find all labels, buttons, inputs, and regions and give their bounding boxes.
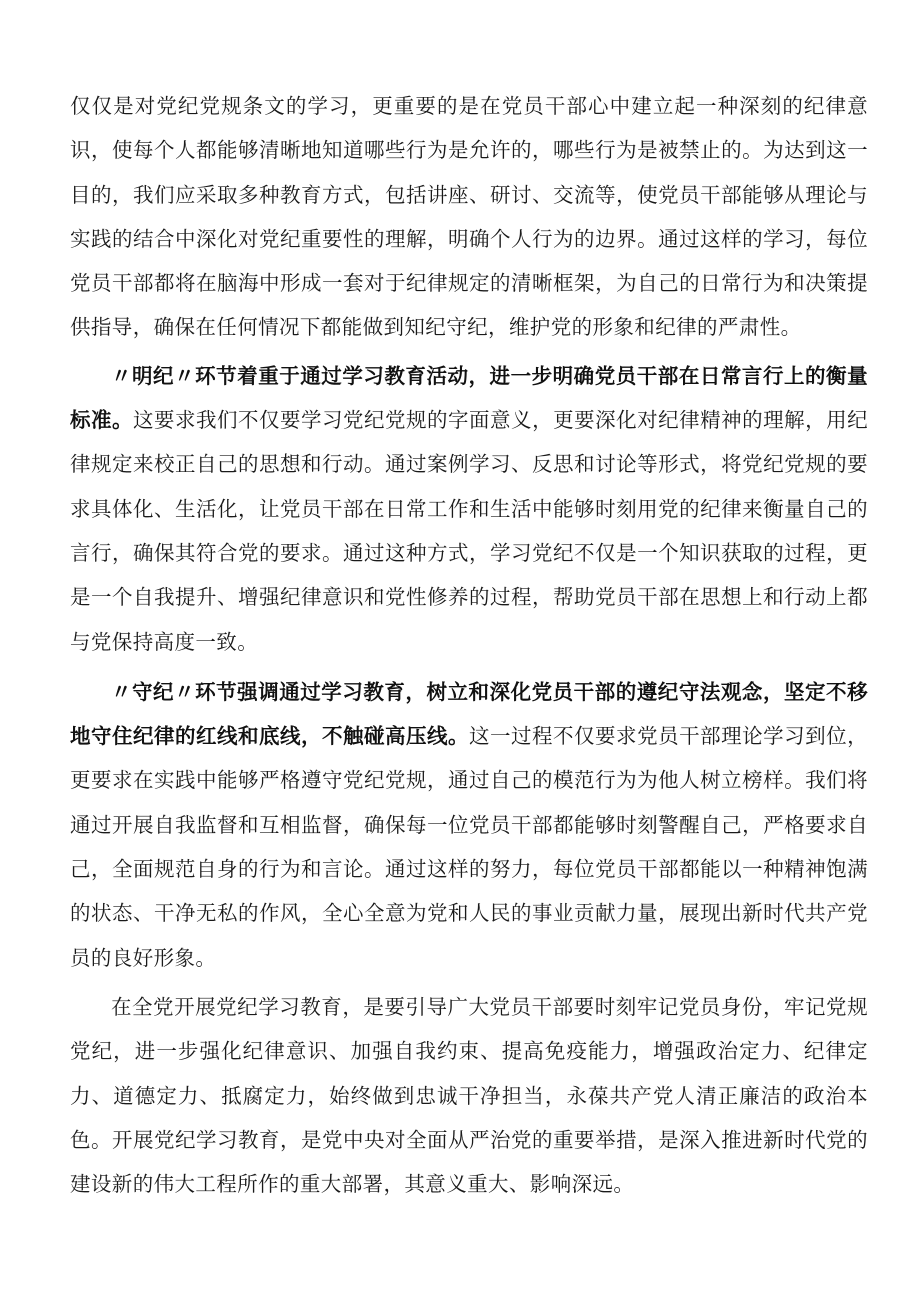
paragraph-3 <box>70 670 868 980</box>
paragraph-1-text: 仅仅是对党纪党规条文的学习，更重要的是在党员干部心中建立起一种深刻的纪律意识，使每个人都能够清晰地知道哪些行为是允许的，哪些行为是被禁止的。为达到这一目的，我们应采取多种教育方式，包括讲座、研讨、交流等，使党员干部能够从理论与实践的结合中深化对党纪重要性的理解，明确个人行为的边界。通过这样的学习，每位党员干部都将在脑海中形成一套对于纪律规定的清晰框架，为自己的日常行为和决策提供指导，确保在任何情况下都能做到知纪守纪，维护党的形象和纪律的严肃性。 <box>70 94 868 340</box>
paragraph-3-text: 这一过程不仅要求党员干部理论学习到位，更要求在实践中能够严格遵守党纪党规，通过自己的模范行为为他人树立榜样。我们将通过开展自我监督和互相监督，确保每一位党员干部都能够时刻警醒自己，严格要求自己，全面规范自身的行为和言论。通过这样的努力，每位党员干部都能以一种精神饱满的状态、干净无私的作风，全心全意为党和人民的事业贡献力量，展现出新时代共产党员的良好形象。 <box>70 724 868 970</box>
paragraph-2 <box>70 354 868 664</box>
paragraph-4-text: 在全党开展党纪学习教育，是要引导广大党员干部要时刻牢记党员身份，牢记党规党纪，进一步强化纪律意识、加强自我约束、提高免疫能力，增强政治定力、纪律定力、道德定力、抵腐定力，始终做到忠诚干净担当，永葆共产党人清正廉洁的政治本色。开展党纪学习教育，是党中央对全面从严治党的重要举措，是深入推进新时代党的建设新的伟大工程所作的重大部署，其意义重大、影响深远。 <box>70 994 868 1197</box>
paragraph-2-text: 这要求我们不仅要学习党纪党规的字面意义，更要深化对纪律精神的理解，用纪律规定来校正自己的思想和行动。通过案例学习、反思和讨论等形式，将党纪党规的要求具体化、生活化，让党员干部在日常工作和生活中能够时刻用党的纪律来衡量自己的言行，确保其符合党的要求。通过这种方式，学习党纪不仅是一个知识获取的过程，更是一个自我提升、增强纪律意识和党性修养的过程，帮助党员干部在思想上和行动上都与党保持高度一致。 <box>70 408 869 654</box>
paragraph-2-lead: 〃明纪〃环节着重于通过学习教育活动，进一步明确党员干部在日常言行上的衡量标准。 <box>70 363 868 433</box>
paragraph-4 <box>70 985 868 1206</box>
document-body <box>70 84 868 1206</box>
paragraph-3-lead: 〃守纪〃环节强调通过学习教育，树立和深化党员干部的遵纪守法观念，坚定不移地守住纪律的红线和底线，不触碰高压线。 <box>70 679 868 749</box>
paragraph-1 <box>70 84 868 350</box>
